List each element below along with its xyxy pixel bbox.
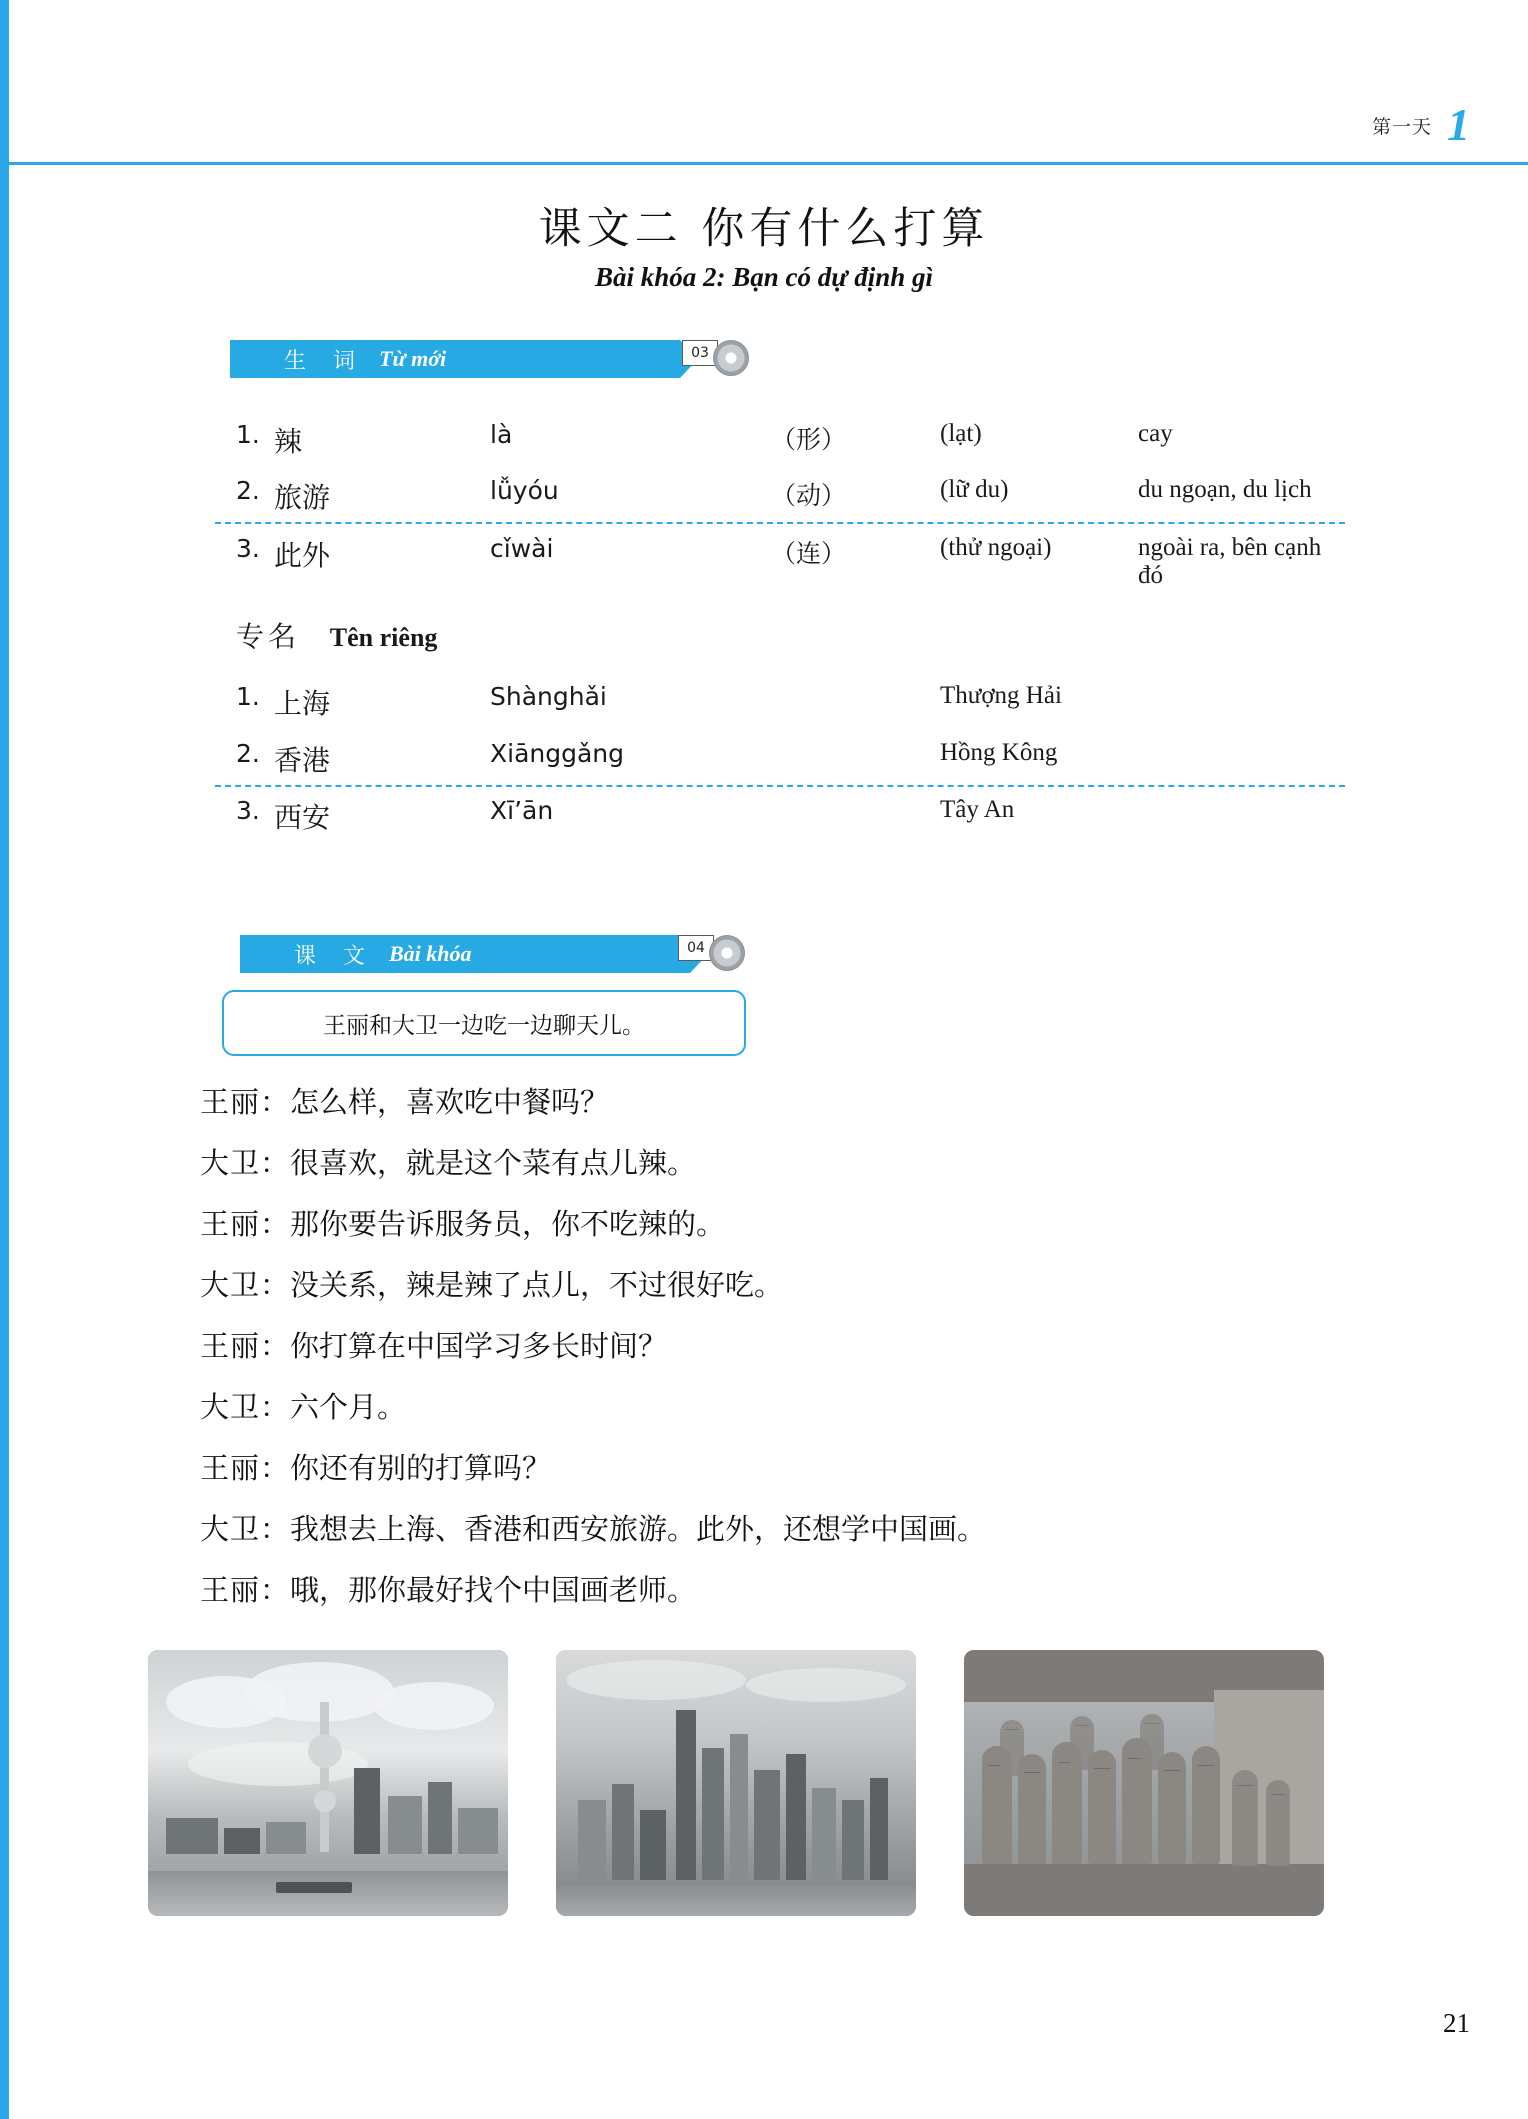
row-divider (215, 522, 1345, 524)
table-row (236, 796, 1346, 846)
text-banner-cn: 课 文 (294, 943, 375, 969)
dialogue-text: 哦，那你最好找个中国画老师。 (290, 1573, 697, 1607)
vocab-banner-vn: Từ mới (379, 346, 447, 371)
vocab-pinyin: là (490, 420, 513, 449)
proper-noun-meaning: Thượng Hải (940, 682, 1062, 709)
dialogue-line (200, 1202, 1400, 1243)
vocab-pinyin: lǚyóu (490, 476, 559, 505)
dialogue-line (200, 1141, 1400, 1182)
dialogue-line (200, 1568, 1400, 1609)
dialogue-line (200, 1263, 1400, 1304)
vocab-track-label: 03 (691, 345, 709, 361)
shanghai-skyline-photo (148, 1650, 508, 1916)
vocab-pos: （连） (771, 539, 847, 568)
dialogue-text: 没关系，辣是辣了点儿，不过很好吃。 (290, 1268, 784, 1302)
table-row (236, 682, 1346, 732)
terracotta-warriors-photo (964, 1650, 1324, 1916)
proper-noun-word: 香港 (274, 744, 331, 777)
row-divider (215, 785, 1345, 787)
vocab-section-banner (230, 340, 680, 378)
dialogue-speaker: 王丽： (200, 1573, 291, 1607)
proper-noun-meaning: Hồng Kông (940, 739, 1058, 766)
dialogue-text: 我想去上海、香港和西安旅游。此外，还想学中国画。 (290, 1512, 987, 1546)
audio-cd-icon[interactable] (709, 935, 745, 971)
proper-noun-word: 上海 (274, 687, 331, 720)
dialogue-text: 很喜欢，就是这个菜有点儿辣。 (290, 1146, 697, 1180)
proper-noun-meaning: Tây An (940, 796, 1015, 823)
vocab-sinoviet: (lữ du) (940, 476, 1009, 503)
vocab-index: 2. (236, 476, 260, 505)
vocab-banner-cn: 生 词 (284, 348, 365, 374)
table-row (236, 534, 1346, 589)
vocab-pos: （动） (771, 481, 847, 510)
vocab-word: 辣 (274, 425, 303, 458)
page-title: 课文二 你有什么打算 (538, 204, 990, 254)
vocab-meaning: ngoài ra, bên cạnh đó (1138, 534, 1322, 589)
dialogue-speaker: 大卫： (200, 1268, 291, 1302)
table-row (236, 739, 1346, 789)
page-edge-bar (0, 0, 9, 2119)
table-row (236, 476, 1346, 526)
dialogue-speaker: 王丽： (200, 1451, 291, 1485)
vocab-index: 3. (236, 534, 260, 563)
dialogue-line (200, 1080, 1400, 1121)
proper-noun-pinyin: Shànghǎi (490, 682, 607, 711)
proper-noun-pinyin: Xiānggǎng (490, 739, 625, 768)
scene-description: 王丽和大卫一边吃一边聊天儿。 (222, 990, 746, 1056)
hongkong-skyline-photo (556, 1650, 916, 1916)
audio-cd-icon[interactable] (713, 340, 749, 376)
dialogue-text: 你打算在中国学习多长时间？ (290, 1329, 668, 1363)
dialogue-text: 那你要告诉服务员，你不吃辣的。 (290, 1207, 726, 1241)
dialogue-text: 六个月。 (290, 1390, 407, 1424)
vocab-index: 1. (236, 420, 260, 449)
dialogue-line (200, 1324, 1400, 1365)
chapter-number: 1 (1447, 99, 1470, 150)
dialogue-speaker: 王丽： (200, 1329, 291, 1363)
dialogue-line (200, 1446, 1400, 1487)
dialogue-speaker: 大卫： (200, 1390, 291, 1424)
proper-noun-index: 1. (236, 682, 260, 711)
text-track-label: 04 (687, 940, 705, 956)
proper-noun-heading-vn: Tên riêng (329, 623, 438, 652)
dialogue-speaker: 王丽： (200, 1085, 291, 1119)
page-subtitle: Bài khóa 2: Bạn có dự định gì (595, 262, 933, 292)
text-banner-vn: Bài khóa (389, 941, 472, 966)
vocab-meaning: cay (1138, 420, 1173, 447)
dialogue-speaker: 大卫： (200, 1146, 291, 1180)
dialogue-line (200, 1507, 1400, 1548)
dialogue-text: 怎么样，喜欢吃中餐吗？ (290, 1085, 610, 1119)
proper-noun-index: 2. (236, 739, 260, 768)
vocab-word: 此外 (274, 539, 331, 572)
vocab-word: 旅游 (274, 481, 331, 514)
vocab-sinoviet: (lạt) (940, 420, 982, 447)
table-row (236, 420, 1346, 470)
dialogue-speaker: 大卫： (200, 1512, 291, 1546)
vocab-sinoviet: (thử ngoại) (940, 534, 1052, 561)
proper-noun-heading (236, 615, 437, 655)
chapter-label: 第一天 (1371, 116, 1432, 138)
proper-noun-heading-cn: 专名 (236, 620, 301, 653)
dialogue-text: 你还有别的打算吗？ (290, 1451, 552, 1485)
proper-noun-index: 3. (236, 796, 260, 825)
text-section-banner (240, 935, 690, 973)
proper-noun-word: 西安 (274, 801, 331, 834)
vocab-meaning: du ngoạn, du lịch (1138, 476, 1312, 503)
vocab-pinyin: cǐwài (490, 534, 554, 563)
vocab-pos: （形） (771, 425, 847, 454)
dialogue-speaker: 王丽： (200, 1207, 291, 1241)
header-divider (0, 162, 1528, 165)
dialogue-line (200, 1385, 1400, 1426)
page-number: 21 (1443, 2008, 1470, 2038)
proper-noun-pinyin: Xī’ān (490, 796, 554, 825)
